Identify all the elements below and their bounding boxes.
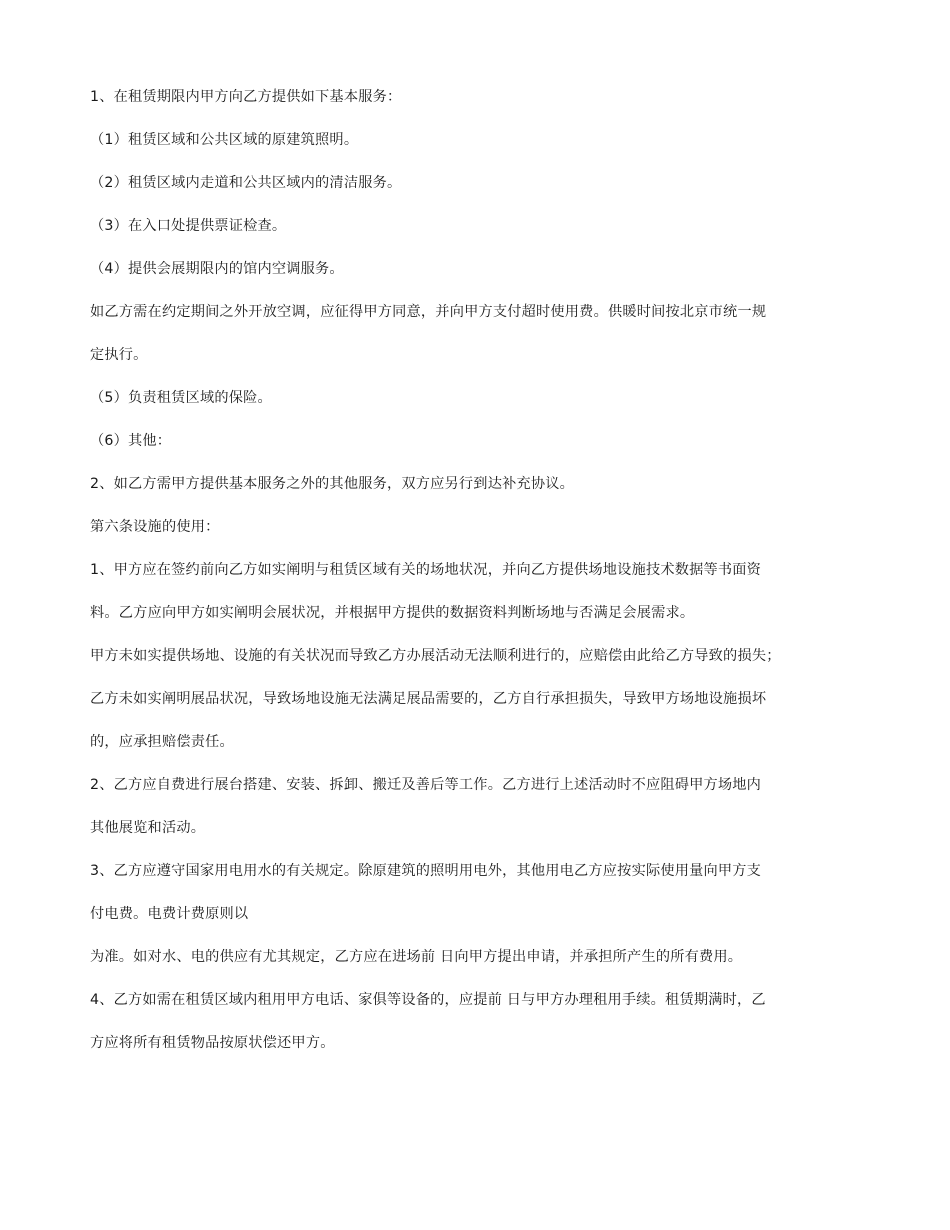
text-line: 的，应承担赔偿责任。: [90, 734, 234, 750]
text-line: 乙方未如实阐明展品状况，导致场地设施无法满足展品需要的，乙方自行承担损失，导致甲方场地设施损坏: [90, 691, 767, 707]
text-line: 2、如乙方需甲方提供基本服务之外的其他服务，双方应另行到达补充协议。: [90, 476, 575, 492]
text-line: （3）在入口处提供票证检查。: [90, 218, 287, 234]
section-heading: 第六条设施的使用：: [90, 519, 220, 535]
text-line: （5）负责租赁区域的保险。: [90, 390, 272, 406]
text-line: 1、甲方应在签约前向乙方如实阐明与租赁区域有关的场地状况，并向乙方提供场地设施技术数据等书面资: [90, 562, 762, 578]
text-line: 为准。如对水、电的供应有尤其规定，乙方应在进场前 日向甲方提出申请，并承担所产生的所有费用。: [90, 949, 743, 965]
text-line: 定执行。: [90, 347, 148, 363]
text-line: （6）其他：: [90, 433, 172, 449]
text-line: 甲方未如实提供场地、设施的有关状况而导致乙方办展活动无法顺利进行的，应赔偿由此给乙方导致的损失；: [90, 648, 781, 664]
text-line: （1）租赁区域和公共区域的原建筑照明。: [90, 132, 359, 148]
text-line: 其他展览和活动。: [90, 820, 206, 836]
text-line: 付电费。电费计费原则以: [90, 906, 249, 922]
text-line: 方应将所有租赁物品按原状偿还甲方。: [90, 1035, 335, 1051]
text-line: 2、乙方应自费进行展台搭建、安装、拆卸、搬迁及善后等工作。乙方进行上述活动时不应阻碍甲方场地内: [90, 777, 762, 793]
text-line: 如乙方需在约定期间之外开放空调，应征得甲方同意，并向甲方支付超时使用费。供暖时间按北京市统一规: [90, 304, 767, 320]
text-line: 1、在租赁期限内甲方向乙方提供如下基本服务：: [90, 89, 402, 105]
text-line: （2）租赁区域内走道和公共区域内的清洁服务。: [90, 175, 402, 191]
text-line: 料。乙方应向甲方如实阐明会展状况，并根据甲方提供的数据资料判断场地与否满足会展需求。: [90, 605, 695, 621]
text-line: 4、乙方如需在租赁区域内租用甲方电话、家俱等设备的，应提前 日与甲方办理租用手续。租赁期满时，乙: [90, 992, 766, 1008]
text-line: 3、乙方应遵守国家用电用水的有关规定。除原建筑的照明用电外，其他用电乙方应按实际使用量向甲方支: [90, 863, 762, 879]
text-line: （4）提供会展期限内的馆内空调服务。: [90, 261, 344, 277]
